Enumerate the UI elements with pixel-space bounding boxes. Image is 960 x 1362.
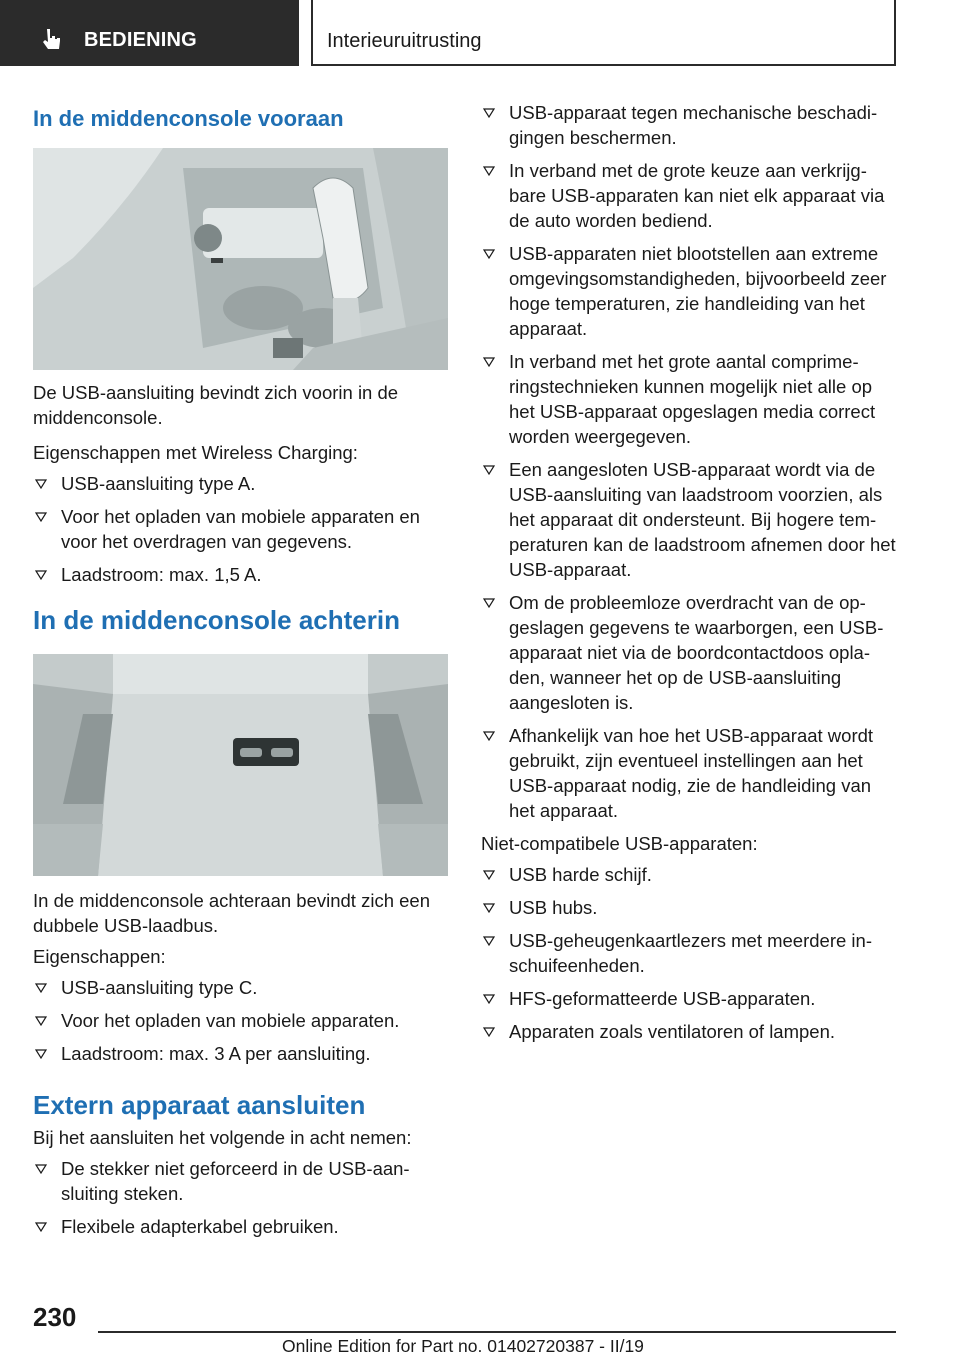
list-item: Voor het opladen van mobiele apparaten en voor het overdragen van gegevens. bbox=[33, 504, 448, 554]
left-column bbox=[33, 100, 448, 1247]
rear-props-list bbox=[33, 975, 448, 1066]
chapter-title: Interieuruitrusting bbox=[327, 30, 482, 52]
footer-divider bbox=[98, 1331, 896, 1333]
triangle-bullet-icon bbox=[35, 1016, 47, 1026]
incompatible-label: Niet-compatibele USB-apparaten: bbox=[481, 833, 758, 854]
section-tab bbox=[0, 0, 299, 66]
list-item: Laadstroom: max. 3 A per aansluiting. bbox=[33, 1041, 448, 1066]
triangle-bullet-icon bbox=[35, 512, 47, 522]
list-item: USB-geheugenkaartlezers met meerdere in-schuifeenheden. bbox=[481, 928, 901, 978]
triangle-bullet-icon bbox=[483, 249, 495, 259]
list-item: Voor het opladen van mobiele apparaten. bbox=[33, 1008, 448, 1033]
list-item: Flexibele adapterkabel gebruiken. bbox=[33, 1214, 448, 1239]
chapter-tab bbox=[311, 0, 896, 66]
list-item: USB-aansluiting type A. bbox=[33, 471, 448, 496]
page-number: 230 bbox=[33, 1302, 77, 1332]
list-item: Afhankelijk van hoe het USB-apparaat wordt gebruikt, zijn eventueel instellingen aan het USB-apparaat nodig, zie de handleiding van het apparaat. bbox=[481, 723, 901, 823]
list-item: In verband met het grote aantal comprime-ringstechnieken kunnen mogelijk niet alle op het USB-apparaat opgeslagen media correct worden weergegeven. bbox=[481, 349, 901, 449]
list-item: Apparaten zoals ventilatoren of lampen. bbox=[481, 1019, 901, 1044]
list-item: In verband met de grote keuze aan verkrijg-bare USB-apparaten kan niet elk apparaat via de auto worden bediend. bbox=[481, 158, 901, 233]
triangle-bullet-icon bbox=[35, 570, 47, 580]
triangle-bullet-icon bbox=[483, 936, 495, 946]
rear-console-photo bbox=[33, 654, 448, 876]
triangle-bullet-icon bbox=[483, 465, 495, 475]
triangle-bullet-icon bbox=[483, 731, 495, 741]
triangle-bullet-icon bbox=[483, 166, 495, 176]
list-item: Om de probleemloze overdracht van de op-geslagen gegevens te waarborgen, een USB-apparaat niet via de boordcontactdoos opla-den, wanneer het op de USB-aansluiting aangesloten is. bbox=[481, 590, 901, 715]
list-item: USB-aansluiting type C. bbox=[33, 975, 448, 1000]
triangle-bullet-icon bbox=[35, 479, 47, 489]
edition-text: Online Edition for Part no. 01402720387 - II/19 bbox=[282, 1336, 644, 1356]
hand-pointer-icon bbox=[40, 27, 66, 53]
triangle-bullet-icon bbox=[483, 598, 495, 608]
rear-props-label: Eigenschappen: bbox=[33, 946, 166, 967]
triangle-bullet-icon bbox=[483, 1027, 495, 1037]
triangle-bullet-icon bbox=[35, 983, 47, 993]
front-props-list bbox=[33, 471, 448, 587]
triangle-bullet-icon bbox=[483, 903, 495, 913]
rear-caption: In de middenconsole achteraan bevindt zich een dubbele USB-laadbus. bbox=[33, 890, 430, 936]
right-column bbox=[481, 100, 901, 1052]
list-item: HFS-geformatteerde USB-apparaten. bbox=[481, 986, 901, 1011]
list-item: De stekker niet geforceerd in de USB-aan-sluiting steken. bbox=[33, 1156, 448, 1206]
front-console-photo bbox=[33, 148, 448, 370]
section-title: BEDIENING bbox=[84, 29, 197, 51]
triangle-bullet-icon bbox=[483, 108, 495, 118]
heading-front-console: In de middenconsole vooraan bbox=[33, 106, 344, 131]
usb-notes-list bbox=[481, 100, 901, 823]
list-item: Een aangesloten USB-apparaat wordt via de USB-aansluiting van laadstroom voorzien, als het apparaat dit ondersteunt. Bij hogere tem-peraturen kan de laadstroom afnemen door het USB-apparaat. bbox=[481, 457, 901, 582]
triangle-bullet-icon bbox=[35, 1164, 47, 1174]
incompatible-list bbox=[481, 862, 901, 1044]
list-item: USB harde schijf. bbox=[481, 862, 901, 887]
list-item: Laadstroom: max. 1,5 A. bbox=[33, 562, 448, 587]
triangle-bullet-icon bbox=[483, 994, 495, 1004]
front-props-label: Eigenschappen met Wireless Charging: bbox=[33, 442, 358, 463]
triangle-bullet-icon bbox=[483, 357, 495, 367]
external-intro: Bij het aansluiten het volgende in acht nemen: bbox=[33, 1127, 412, 1148]
triangle-bullet-icon bbox=[483, 870, 495, 880]
triangle-bullet-icon bbox=[35, 1049, 47, 1059]
triangle-bullet-icon bbox=[35, 1222, 47, 1232]
list-item: USB hubs. bbox=[481, 895, 901, 920]
list-item: USB-apparaten niet blootstellen aan extreme omgevingsomstandigheden, bijvoorbeeld zeer hoge temperaturen, zie handleiding van het apparaat. bbox=[481, 241, 901, 341]
front-caption: De USB-aansluiting bevindt zich voorin in de middenconsole. bbox=[33, 382, 399, 428]
heading-rear-console: In de middenconsole achterin bbox=[33, 605, 400, 635]
heading-external-device: Extern apparaat aansluiten bbox=[33, 1090, 366, 1120]
list-item: USB-apparaat tegen mechanische beschadi-gingen beschermen. bbox=[481, 100, 901, 150]
external-list bbox=[33, 1156, 448, 1239]
